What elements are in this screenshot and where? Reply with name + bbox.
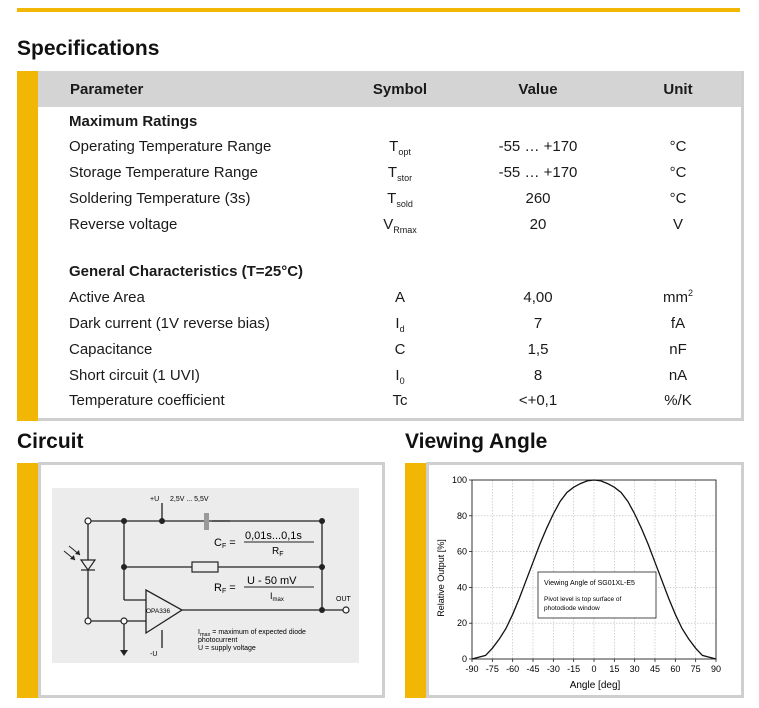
output-label: OUT (336, 596, 351, 603)
row-unit: °C (669, 164, 687, 181)
y-tick-label: 20 (456, 618, 467, 629)
row-param: Capacitance (69, 341, 153, 358)
cf-numerator: 0,01s...0,1s (245, 530, 302, 542)
cf-label: CF = (214, 537, 236, 550)
row-param: Reverse voltage (69, 216, 178, 233)
row-symbol: C (394, 341, 406, 358)
top-accent-rule (17, 8, 740, 12)
annotation-line-1: Viewing Angle of SG01XL-E5 (544, 580, 635, 587)
x-tick-label: -45 (526, 664, 540, 674)
annotation-line-2: Pivot level is top surface of (544, 596, 622, 603)
row-unit: V (672, 216, 683, 233)
row-value: 8 (533, 367, 543, 384)
row-symbol: Tc (392, 392, 408, 409)
row-unit: %/K (664, 392, 692, 409)
row-symbol: $T_{sold}$ (387, 190, 413, 209)
header-value: Value (518, 81, 558, 98)
row-value: 20 (529, 216, 547, 233)
group-maximum-ratings: Maximum Ratings (69, 113, 198, 130)
group-general-characteristics: General Characteristics (T=25°C) (69, 263, 304, 280)
supply-neg-label: -U (150, 651, 158, 658)
y-axis-label: Relative Output [%] (436, 539, 446, 617)
row-symbol: $T_{stor}$ (387, 164, 413, 183)
row-param: Operating Temperature Range (69, 138, 272, 155)
header-unit: Unit (663, 81, 693, 98)
y-tick-label: 80 (456, 510, 467, 521)
x-tick-label: 15 (609, 664, 620, 674)
circuit-accent-bar (17, 463, 38, 698)
cf-denominator: $R_F$ (272, 546, 284, 558)
x-tick-label: -30 (546, 664, 560, 674)
row-param: Active Area (69, 289, 145, 306)
y-tick-label: 60 (456, 546, 467, 557)
x-tick-label: 60 (670, 664, 681, 674)
x-tick-label: -75 (485, 664, 499, 674)
x-tick-label: 90 (710, 664, 722, 674)
row-symbol: $V_{Rmax}$ (383, 216, 417, 235)
relative-output-line (472, 480, 716, 659)
specifications-heading: Specifications (17, 37, 160, 60)
row-unit: nA (668, 367, 688, 384)
y-tick-label: 40 (456, 582, 467, 593)
plot-frame (472, 480, 716, 659)
row-value: 260 (525, 190, 551, 207)
opamp-label: OPA336 (146, 608, 171, 615)
x-tick-label: -60 (506, 664, 520, 674)
spec-accent-bar (17, 71, 38, 421)
row-param: Storage Temperature Range (69, 164, 259, 181)
row-param: Short circuit (1 UVI) (69, 367, 200, 384)
rf-label: RF = (214, 582, 236, 595)
legend-imax-cont: photocurrent (198, 637, 238, 644)
row-symbol: $T_{opt}$ (389, 138, 411, 157)
x-tick-label: 30 (629, 664, 640, 674)
circuit-diagram (52, 488, 359, 663)
row-value: 4,00 (523, 289, 553, 306)
supply-range-label: 2,5V ... 5,5V (170, 496, 209, 503)
header-parameter: Parameter (70, 81, 144, 98)
supply-pos-label: +U (150, 496, 160, 503)
row-param: Temperature coefficient (69, 392, 225, 409)
x-axis-label: Angle [deg] (569, 680, 621, 691)
y-tick-label: 100 (451, 475, 467, 485)
row-unit: $mm^2$ (662, 288, 693, 306)
x-tick-label: 0 (591, 664, 597, 674)
row-symbol: $I_0$ (395, 367, 405, 386)
x-tick-label: -90 (465, 664, 479, 674)
x-tick-label: -15 (567, 664, 581, 674)
row-value: <+0,1 (518, 392, 558, 409)
row-value: -55 … +170 (498, 164, 578, 181)
viewing-angle-chart (430, 466, 740, 694)
row-symbol: $I_d$ (395, 315, 405, 334)
circuit-heading: Circuit (17, 430, 84, 453)
legend-imax: $I_{max}$ = maximum of expected diode (198, 629, 306, 638)
row-unit: nF (669, 341, 687, 358)
row-symbol: A (394, 289, 405, 306)
row-unit: fA (670, 315, 686, 332)
x-tick-label: 45 (649, 664, 661, 674)
y-tick-label: 0 (461, 654, 467, 664)
annotation-line-3: photodiode window (544, 605, 600, 612)
rf-denominator: $I_{max}$ (270, 591, 284, 603)
header-symbol: Symbol (372, 81, 428, 98)
row-value: -55 … +170 (498, 138, 578, 155)
row-param: Soldering Temperature (3s) (69, 190, 251, 207)
row-value: 7 (533, 315, 543, 332)
row-param: Dark current (1V reverse bias) (69, 315, 270, 332)
viewing-angle-accent-bar (405, 463, 426, 698)
row-unit: °C (669, 138, 687, 155)
legend-u: U = supply voltage (198, 645, 256, 652)
row-unit: °C (669, 190, 687, 207)
rf-numerator: U - 50 mV (247, 575, 297, 587)
x-tick-label: 75 (690, 664, 701, 674)
row-value: 1,5 (527, 341, 549, 358)
viewing-angle-heading: Viewing Angle (405, 430, 548, 453)
